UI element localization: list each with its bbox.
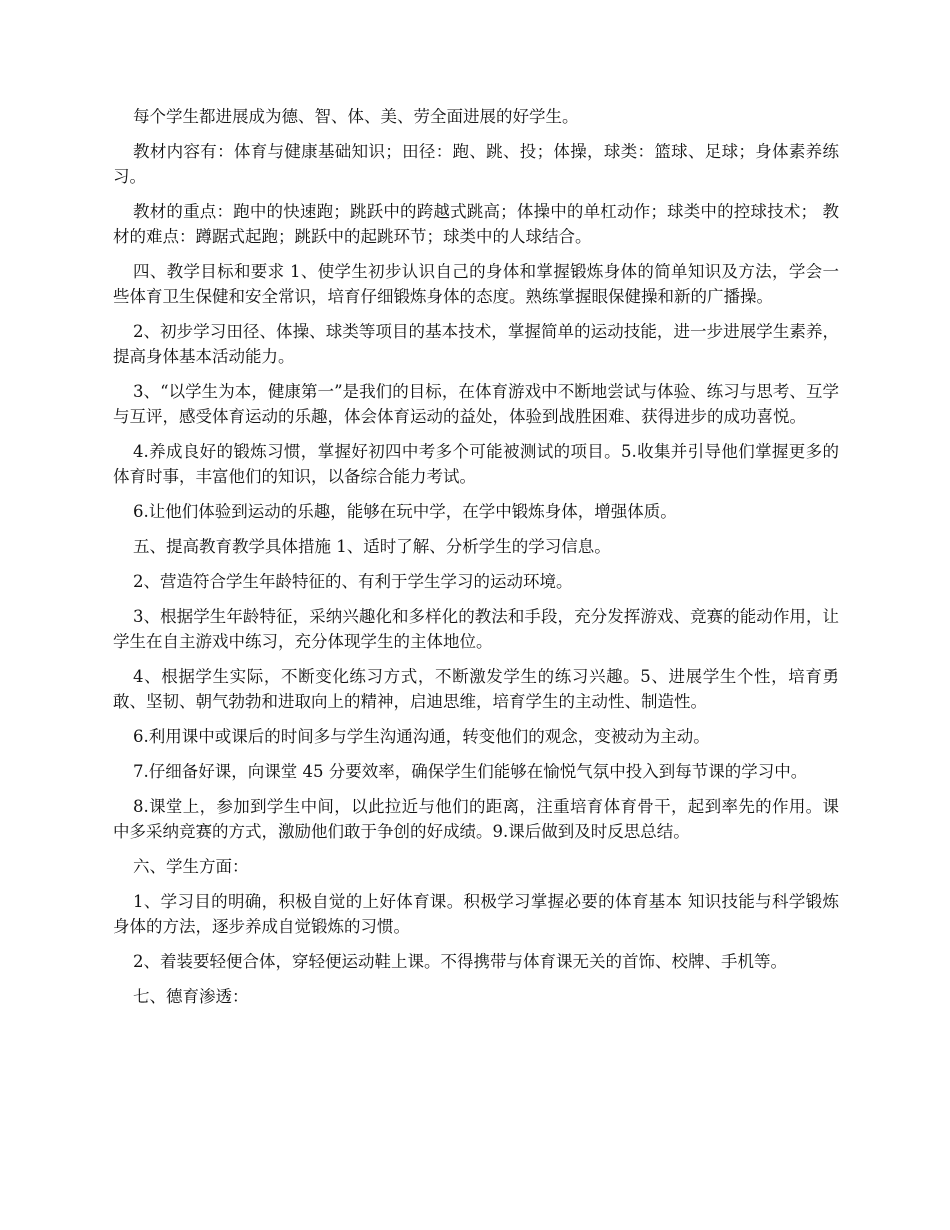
paragraph-item: 6.让他们体验到运动的乐趣，能够在玩中学，在学中锻炼身体，增强体质。 xyxy=(133,502,677,521)
paragraph-item: 4、根据学生实际，不断变化练习方式，不断激发学生的练习兴趣。5、进展学生个性，培育勇敢、坚韧、朝气勃勃和进取向上的精神，启迪思维，培育学生的主动性、制造性。 xyxy=(113,667,839,711)
paragraph-item: 7.仔细备好课，向课堂 45 分要效率，确保学生们能够在愉悦气氛中投入到每节课的学习中。 xyxy=(133,762,808,781)
paragraph-item: 3、根据学生年龄特征，采纳兴趣化和多样化的教法和手段，充分发挥游戏、竞赛的能动作用，让学生在自主游戏中练习，充分体现学生的主体地位。 xyxy=(113,607,839,651)
paragraph-section-6: 六、学生方面： xyxy=(133,857,249,876)
paragraph-key-points: 教材的重点：跑中的快速跑；跳跃中的跨越式跳高；体操中的单杠动作；球类中的控球技术； 教材的难点：蹲踞式起跑；跳跃中的起跳环节；球类中的人球结合。 xyxy=(113,202,839,246)
paragraph-item: 6.利用课中或课后的时间多与学生沟通沟通，转变他们的观念，变被动为主动。 xyxy=(133,727,710,746)
paragraph-section-5: 五、提高教育教学具体措施 1、适时了解、分析学生的学习信息。 xyxy=(133,537,611,556)
paragraph-item: 3、“以学生为本，健康第一”是我们的目标，在体育游戏中不断地尝试与体验、练习与思考、互学与互评，感受体育运动的乐趣，体会体育运动的益处，体验到战胜困难、获得进步的成功喜悦。 xyxy=(113,382,839,426)
document-page xyxy=(113,104,839,1019)
paragraph-item: 2、营造符合学生年龄特征的、有利于学生学习的运动环境。 xyxy=(133,572,573,591)
paragraph-goal: 每个学生都进展成为德、智、体、美、劳全面进展的好学生。 xyxy=(133,107,579,126)
paragraph-item: 2、着装要轻便合体，穿轻便运动鞋上课。不得携带与体育课无关的首饰、校牌、手机等。 xyxy=(133,952,787,971)
paragraph-section-7: 七、德育渗透： xyxy=(133,987,249,1006)
paragraph-item: 8.课堂上，参加到学生中间，以此拉近与他们的距离，注重培育体育骨干，起到率先的作用。课中多采纳竞赛的方式，激励他们敢于争创的好成绩。9.课后做到及时反思总结。 xyxy=(113,797,839,841)
paragraph-materials: 教材内容有：体育与健康基础知识；田径：跑、跳、投；体操，球类：篮球、足球；身体素养练习。 xyxy=(113,142,839,186)
paragraph-section-4: 四、教学目标和要求 1、使学生初步认识自己的身体和掌握锻炼身体的简单知识及方法，学会一些体育卫生保健和安全常识，培育仔细锻炼身体的态度。熟练掌握眼保健操和新的广播操。 xyxy=(113,262,839,306)
paragraph-item: 4.养成良好的锻炼习惯，掌握好初四中考多个可能被测试的项目。5.收集并引导他们掌握更多的体育时事，丰富他们的知识，以备综合能力考试。 xyxy=(113,442,839,486)
paragraph-item: 1、学习目的明确，积极自觉的上好体育课。积极学习掌握必要的体育基本 知识技能与科学锻炼身体的方法，逐步养成自觉锻炼的习惯。 xyxy=(113,892,839,936)
paragraph-item: 2、初步学习田径、体操、球类等项目的基本技术，掌握简单的运动技能，进一步进展学生素养，提高身体基本活动能力。 xyxy=(113,322,839,366)
